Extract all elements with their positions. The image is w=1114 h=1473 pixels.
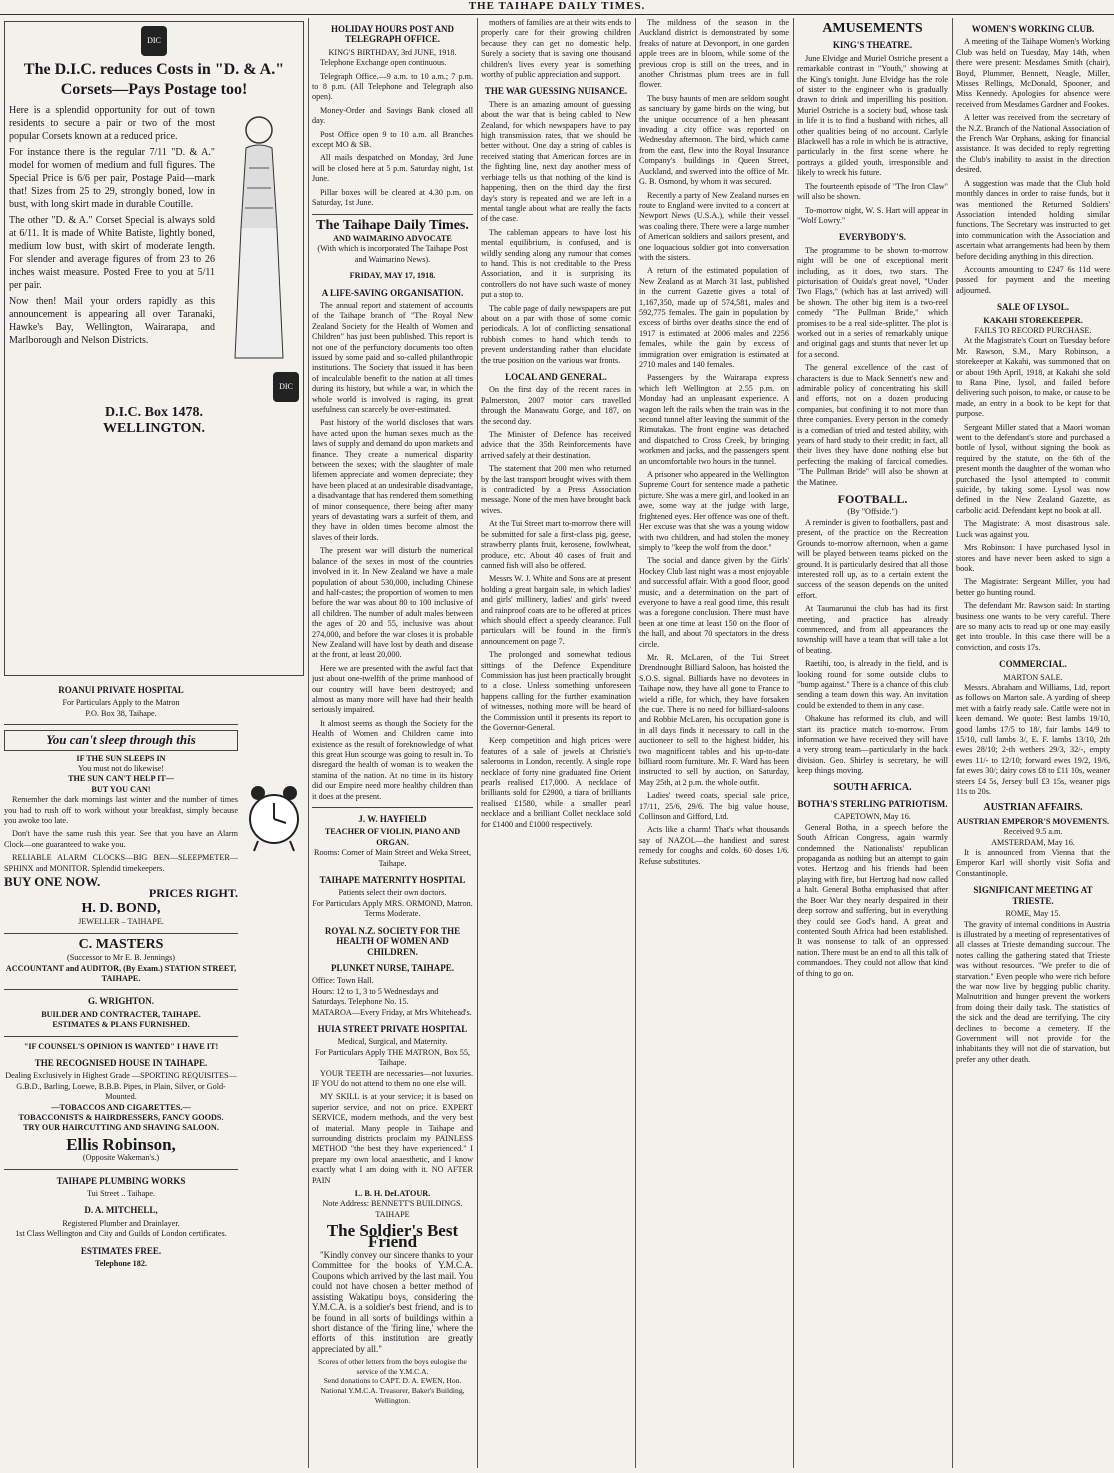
dic-advert bbox=[4, 21, 304, 676]
football-para: Ohakune has reformed its club, and will start its practice match to-morrow. From information we have received they will have a very strong team—particularly in the back division. Geo. Shirley is secretary, he will keep things moving. bbox=[797, 714, 948, 776]
received-time: Received 9.5 a.m. bbox=[1003, 827, 1063, 837]
kings-para: The fourteenth episode of "The Iron Claw" will also be shown. bbox=[797, 181, 948, 202]
local-para: A return of the estimated population of New Zealand as at March 31 last, published in the current Gazette gives a total of 1,167,350, made up of 574,581, males and 592,775 females. The gain in population by excess of births over deaths since the end of 1917 is estimated at 2006 males and 2256 females, while the gain by excess of immigration over emigration is estimated at 2710 males and 140 females. bbox=[639, 266, 789, 369]
kings-para: To-morrow night, W. S. Hart will appear in "Wolf Lowry." bbox=[797, 205, 948, 225]
amusements-title: AMUSEMENTS bbox=[822, 21, 923, 36]
lifesaving-para: Past history of the world discloses that wars have acted upon the human sexes much as the laws of supply and demand do upon markets and finance. They create a numerical disparity between the sexes; with the slaughter of male lifemen appreciate and women depreciate; they have been placed at an undesirable disadvantage, a disadvantage that has rendered them something of minor consequence, there being after many years of devastating wars a surfeit of them, and they have in olden times become almost the slaves of their lords. bbox=[312, 418, 473, 542]
holiday-title: HOLIDAY HOURS POST AND TELEGRAPH OFFICE. bbox=[331, 24, 454, 45]
plumbing-title: TAIHAPE PLUMBING WORKS bbox=[56, 1175, 186, 1186]
hayfield-name: J. W. HAYFIELD bbox=[358, 814, 427, 825]
clock-line: Don't have the same rush this year. See that you have an Alarm Clock—one guaranteed to wake you. bbox=[4, 829, 238, 849]
local-para: The prolonged and somewhat tedious sittings of the Defence Expenditure Commission has just been practically brought to a close. Unless something unforeseen happens calling for the further examination of witnesses, nothing more will be heard of the Commission until it presents its report to the Governor-General. bbox=[481, 650, 631, 732]
war-para: The cableman appears to have lost his mental equilibrium, is confused, and is wildly sending along any rumour that comes to hand. This is not creditable to the Press Association, and it is surprising its controllers do not have such waste of money put a stop to. bbox=[481, 227, 631, 300]
hospital-title: ROANUI PRIVATE HOSPITAL bbox=[58, 685, 184, 695]
ellis-name: Ellis Robinson, bbox=[66, 1134, 176, 1154]
wrighton-name: G. WRIGHTON. bbox=[88, 996, 154, 1007]
kings-title: KING'S THEATRE. bbox=[832, 40, 913, 51]
column-6 bbox=[956, 18, 1110, 1468]
local-para: Ladies' tweed coats, special sale price, 17/11, 25/6, 29/6. The big value house, Collinson and Gifford, Ltd. bbox=[639, 791, 789, 822]
mitchell-class: 1st Class Wellington and City and Guilds of London certificates. bbox=[15, 1229, 227, 1239]
local-para: The statement that 200 men who returned by the last transport brought wives with them is contradicted by a Press Association message. None of the men have brought back wives. bbox=[481, 464, 631, 515]
local-para: On the first day of the recent races in Palmerston, 2007 motor cars travelled through the Manawatu Gorge, and 187, on the second day. bbox=[481, 385, 631, 426]
emperor-title: AUSTRIAN EMPEROR'S MOVEMENTS. bbox=[956, 816, 1110, 826]
everybodys-para: The programme to be shown to-morrow night will be one of exceptional merit including, as it does, two stars. The picturisation of Ouida's great novel, "Under Two Flags," (which has at last arrived) will be shown. The other big item is a two-reel comedy "The Pullman Bride," which promises to be a real side-splitter. The plot is worked out in a series of remarkably unique and original gags and stunts that never let up for a second. bbox=[797, 245, 948, 359]
fails-title: FAILS TO RECORD PURCHASE. bbox=[974, 325, 1092, 335]
local-para: Mr. R. McLaren, of the Tui Street Drendnought Billiard Saloon, has hoisted the S.O.S. signal. Billiards have no devotees in Taihape now, they have all gone to France to wield a rifle, for which, they have forsaken the cue. There is no need for billiard-saloons and Robbie McLaren, his occupation gone is in all days finds it necessary to call in the auctioneer to sell to the highest bidder, his two magnificent tables and his up-to-date billiard room furniture. Mr. F. Ward has been instructed to sell by auction, on Saturday, May 25th, at 2 p.m. the whole outfit. bbox=[639, 652, 789, 787]
marton-para: Messrs. Abraham and Williams, Ltd, report as follows on Marton sale. A yarding of sheep met with a fairly ready sale. Cattle were not in keen demand. We quote: Best lambs 19/10, good lambs 17/5 to 18/, fair lambs 14/9 to 15/10, cull lambs 3/, E. F. lambs 13/10, 2th ewes 28/10; 2-th wethers 29/3, 32/-, empty ewes 11/- to 12/10; forward ewes 19/2, 19/6, fat ewes 30/; dairy cows £8 to £11 10s, weaner steers £4 5s, Jersey bull £3 15s, weaner pigs 11s to 20s. bbox=[956, 682, 1110, 797]
holiday-line: Money-Order and Savings Bank closed all day. bbox=[312, 105, 473, 126]
lifesaving-title: A LIFE-SAVING ORGANISATION. bbox=[321, 287, 464, 298]
dic-para: The other "D. & A." Corset Special is always sold at 6/11. It is made of White Batiste, lightly boned, medium low bust, with skirt of moderate length. For slender and average figures of from 23 to 26 inches waist measure. Posted Free to you at 5/11 per pair. bbox=[9, 215, 215, 291]
local-para: Recently a party of New Zealand nurses en route to England were invited to a concert at Newport News (U.S.A.), while their vessel was coaling there. There were a large number of American soldiers and sailors present, and one loquacious soldier got into conversation with the sisters. bbox=[639, 190, 789, 262]
column-3 bbox=[481, 18, 631, 1468]
local-para: At the Tui Street mart to-morrow there will be submitted for sale a first-class pig, geese, strawberry plants fruit, kerosene, fowlwheat, produce, etc. About 40 cases of fruit and canned fish will also be offered. bbox=[481, 519, 631, 570]
clock-line: Remember the dark mornings last winter and the number of times you had to rush off to work without your breakfast, simply because you awoke too late. bbox=[4, 795, 238, 826]
mitchell-sub: Registered Plumber and Drainlayer. bbox=[62, 1218, 180, 1228]
dic-para: Here is a splendid opportunity for out of town residents to secure a pair or two of the most popular Corsets known at a reduced price. bbox=[9, 105, 215, 142]
plunket-line: Hours: 12 to 1, 3 to 5 Wednesdays and Saturdays. Telephone No. 15. bbox=[312, 986, 439, 1007]
house-title: THE RECOGNISED HOUSE IN TAIHAPE. bbox=[34, 1057, 208, 1068]
holiday-line: Telegraph Office.—9 a.m. to 10 a.m.; 7 p.m. to 8 p.m. (All Telephone and Telegraph also open). bbox=[312, 71, 473, 102]
column-rule bbox=[793, 18, 794, 1468]
womens-para: A letter was received from the secretary of the N.Z. Branch of the National Association of the French War Orphans, asking for financial assistance. It was decided to reply regretting the Club's inability to assist in the direction desired. bbox=[956, 113, 1110, 175]
clock-line: IF THE SUN SLEEPS IN bbox=[76, 753, 166, 763]
dic-title: The D.I.C. reduces Costs in "D. & A." Corsets—Pays Postage too! bbox=[23, 61, 285, 98]
amsterdam-date: AMSTERDAM, May 16. bbox=[991, 837, 1075, 847]
lysol-title: SALE OF LYSOL. bbox=[996, 302, 1070, 313]
column-rule bbox=[477, 18, 478, 1468]
plumbing-street: Tui Street .. Taihape. bbox=[86, 1189, 156, 1199]
masthead: THE TAIHAPE DAILY TIMES. bbox=[0, 0, 1114, 15]
war-title: THE WAR GUESSING NUISANCE. bbox=[484, 86, 628, 97]
times-sub: AND WAIMARINO ADVOCATE bbox=[333, 233, 452, 243]
hospital-apply: For Particulars Apply to the Matron bbox=[62, 698, 180, 708]
column-2 bbox=[312, 18, 473, 1468]
column-4 bbox=[639, 18, 789, 1468]
local-title: LOCAL AND GENERAL. bbox=[505, 372, 607, 382]
trieste-para: The gravity of internal conditions in Austria is illustrated by a meeting of representatives of all classes at Trieste demanding succour. The notes calling the gathering stated that Trieste was without resources. "We prefer to die of starvation." Even people who were rich before the war now live by begging public charity. Malnutrition and hunger prevent the workers from doing their daily task. The statistics of the sick and the dead are terrifying. The city declines to become a cemetery. If the Government will not provide for the inhabitants they will not die of starvation, but prefer any other death. bbox=[956, 919, 1110, 1064]
botha-date: CAPETOWN, May 16. bbox=[834, 812, 911, 822]
house-line: Dealing Exclusively in Highest Grade —SPORTING REQUISITES— bbox=[5, 1071, 237, 1081]
holiday-line: All mails despatched on Monday, 3rd June will be closed here at 5 p.m. Saturday night, 1st June. bbox=[312, 153, 473, 184]
lifesaving-para: The present war will disturb the numerical balance of the sexes in most of the countries involved in it. In New Zealand we have a male population of about 530,000, including Chinese and half-castes; the proportion of women to men before the war was about 80 to 100 inclusive of all children. The number of adult males between the ages of 20 and 55, inclusive was about 274,000, and before the war closes it is probable New Zealand will have lost by death and disease at the front, at least 20,000. bbox=[312, 546, 473, 660]
plunket-title: PLUNKET NURSE, TAIHAPE. bbox=[330, 962, 455, 973]
counsel: "IF COUNSEL'S OPINION IS WANTED" I HAVE IT! bbox=[23, 1041, 219, 1051]
plunket-line: Office: Town Hall. bbox=[312, 976, 374, 986]
lysol-para: Sergeant Miller stated that a Maori woman went to the defendant's store and purchased a bottle of lysol, without signing the book as required by the statute, on the 6th of the present month the daughter of the woman who purchased the lysol attempted to commit suicide, by taking some. Lysol was now defined in the New Zealand Gazette, as carbolic acid. Defendant kept no book at all. bbox=[956, 422, 1110, 515]
lysol-para: The defendant Mr. Rawson said: In starting business one wants to be very careful. There are so many acts to read up or one may easily get into trouble. In this case there will be a conviction, and costs 17s. bbox=[956, 601, 1110, 652]
alarm-clock-illustration bbox=[244, 769, 304, 889]
ellis-sub: (Opposite Wakeman's.) bbox=[82, 1153, 160, 1163]
bond-name: H. D. BOND, bbox=[81, 900, 161, 916]
column-rule bbox=[308, 18, 309, 1468]
lifesaving-para: Here we are presented with the awful fact that just about one-twelfth of the prime manhood of our country will have been destroyed; and almost as many more will have had their health seriously impaired. bbox=[312, 663, 473, 715]
dic-city: WELLINGTON. bbox=[102, 421, 206, 437]
lysol-para: Mrs Robinson: I have purchased lysol in stores and have never been asked to sign a book. bbox=[956, 543, 1110, 573]
clock-line: BUT YOU CAN! bbox=[91, 784, 151, 794]
house-line: TOBACCONISTS & HAIRDRESSERS, FANCY GOODS. bbox=[18, 1113, 224, 1122]
football-para: At Taumarunui the club has had its first meeting, and practice has already commenced, and from all appearances the township will have a team that will take a lot of beating. bbox=[797, 604, 948, 655]
rome-date: ROME, May 15. bbox=[1005, 909, 1061, 919]
maternity-apply: For Particulars Apply MRS. ORMOND, Matron. Terms Moderate. bbox=[312, 898, 473, 919]
clock-line: RELIABLE ALARM CLOCKS—BIG BEN—SLEEPMETER—SPHINX and MONITOR. Splendid timekeepers. bbox=[4, 853, 238, 873]
maternity-sub: Patients select their own doctors. bbox=[338, 888, 447, 898]
dentist-name: L. B. H. DeLATOUR. bbox=[354, 1189, 431, 1199]
womens-title: WOMEN'S WORKING CLUB. bbox=[971, 24, 1095, 34]
royal-society: ROYAL N.Z. SOCIETY FOR THE HEALTH OF WOMEN AND CHILDREN. bbox=[324, 925, 461, 957]
masters-role: ACCOUNTANT and AUDITOR, (By Exam.) STATION STREET, TAIHAPE. bbox=[5, 963, 237, 983]
local-para: A prisoner who appeared in the Wellington Supreme Court for sentence made a pathetic picture. She was a mere girl, and looked in an awe, some way at the judge with large, frightened eyes. Her offence was one of theft. Her excuse was that she was a young widow with two children, and had stolen the money simply to "keep the wolf from the door." bbox=[639, 470, 789, 552]
womens-para: Accounts amounting to £247 6s 11d were passed for payment and the meeting adjourned. bbox=[956, 264, 1110, 295]
amsterdam-para: It is announced from Vienna that the Emperor Karl will shortly visit Sofia and Constantinople. bbox=[956, 848, 1110, 878]
lifesaving-para: The annual report and statement of accounts of the Taihape branch of "The Royal New Zealand Society for the Health of Women and Children" has just been published. This report is not one of the perfunctory documents too often issued by some paid and so-called philanthropic institutions. The Society that issued it has been of incalculable benefit to the nation at all times during its history, but while a war, in which the whole world is involved is raging, its great usefulness can scarcely be over-estimated. bbox=[312, 300, 473, 414]
kakahi-title: KAKAHI STOREKEEPER. bbox=[983, 315, 1083, 325]
house-line: TRY OUR HAIRCUTTING AND SHAVING SALOON. bbox=[23, 1123, 219, 1133]
lysol-para: At the Magistrate's Court on Tuesday before Mr. Rawson, S.M., Mary Robinson, a storekeeper at Kakahi, was summoned that on or about 19th April, 1918, at Kakahi she sold to Rana Pine, lysol, and failed before delivering such poison, to make, or cause to be made, an entry in a book to be kept for that purpose. bbox=[956, 336, 1110, 419]
marton-title: MARTON SALE. bbox=[1003, 672, 1063, 682]
local-para: Acts like a charm! That's what thousands say of NAZOL—the handiest and surest remedy for coughs and colds. 60 doses 1/6. Refuse substitutes. bbox=[639, 825, 789, 866]
hayfield-sub: TEACHER OF VIOLIN, PIANO AND ORGAN. bbox=[324, 827, 461, 847]
issue-date: FRIDAY, MAY 17, 1918. bbox=[349, 271, 436, 281]
soldier-title: The Soldier's Best Friend bbox=[326, 1221, 459, 1251]
bond-sub: JEWELLER – TAIHAPE. bbox=[78, 917, 164, 927]
soldier-text: "Kindly convey our sincere thanks to your Committee for the books of Y.M.C.A. Coupons which arrived by the last mail. You could not have chosen a better method of assisting Wakatipu boys, considering the Y.M.C.A. is a soldier's best friend, and is to be found in all sorts of buildings within a short distance of the 'firing line,' where the efforts of this institution are greatly appreciated by all." bbox=[312, 1250, 473, 1354]
masters-sub: (Successor to Mr E. B. Jennings) bbox=[66, 953, 176, 963]
dentist-note: Note Address: BENNETT'S BUILDINGS. TAIHAPE bbox=[322, 1199, 463, 1219]
column-rule bbox=[635, 18, 636, 1468]
holiday-line: Post Office open 9 to 10 a.m. all Branches except MO & SB. bbox=[312, 129, 473, 150]
dic-logo-left: DIC bbox=[141, 26, 167, 56]
football-byline: (By "Offside.") bbox=[847, 507, 898, 517]
local-para: Messrs W. J. White and Sons are at present holding a great bargain sale, in which ladies' and girls' millinery, ladies' and girls' tweed and rainproof coats are to be offered at prices which should effect a speedy clearance. Full particulars will be found in the firm's announcement on page 7. bbox=[481, 574, 631, 646]
estimates-free: ESTIMATES FREE. bbox=[80, 1245, 162, 1256]
lifesaving-para: It almost seems as though the Society for the Health of Women and Children came into existence as the result of foreknowledge of what this great Hun scourge was going to result in. To disregard the health of woman is to weaken the stamina of the nation. At no time in its history did our Empire need more healthy children than it does at the present. bbox=[312, 718, 473, 801]
south-africa-title: SOUTH AFRICA. bbox=[833, 781, 912, 793]
huia-apply: For Particulars Apply THE MATRON, Box 55, Taihape. bbox=[315, 1047, 470, 1068]
clock-advert bbox=[4, 754, 238, 874]
dic-para: For instance there is the regular 7/11 "D. & A." model for women of medium and full figures. The Special Price is 6/6 per pair, Postage Paid—mark that! Sizes from 25 to 29, strongly boned, low in bust, with long skirt made in durable Coutille. bbox=[9, 147, 215, 210]
dic-para: Now then! Mail your orders rapidly as this announcement is appearing all over Taranaki, Hawke's Bay, Wellington, Wairarapa, and Marlborough and Nelson Districts. bbox=[9, 296, 215, 346]
huia-sub: Medical, Surgical, and Maternity. bbox=[337, 1037, 448, 1047]
war-para: There is an amazing amount of guessing about the war that is being cabled to New Zealand, for which newspapers have to pay high transmission rates, that we should be better without. One day a string of cables is received stating that American forces are in the fighting line, next day another mess of verbiage tells us that nothing of the kind is happening, then on the third day the first day's story is repeated and we are left in a mental tangle about what are really the facts of the case. bbox=[481, 99, 631, 224]
war-para: The cable page of daily newspapers are put about on a par with those of some comic periodicals. A lot of conflicting sensational rubbish comes to hand which tends to prevent understanding rather than elucidate the true position on the various war fronts. bbox=[481, 303, 631, 365]
column-1 bbox=[4, 18, 304, 1468]
teeth-line: MY SKILL is at your service; it is based on superior service, and not on price. EXPERT SERVICE, modern methods, and the very best of material. Many people in Taihape and surrounding districts proclaim my PAINLESS METHOD "the best they have experienced." I prepare my own local anaesthetic, and I know exactly what I am doing with it. NO AFTER PAIN bbox=[312, 1092, 473, 1185]
huia-title: HUIA STREET PRIVATE HOSPITAL bbox=[317, 1023, 468, 1034]
trieste-title: SIGNIFICANT MEETING AT TRIESTE. bbox=[973, 885, 1093, 906]
football-para: Raetihi, too, is already in the field, and is looking round for some outside clubs to "bump against." There is a chance of this club sending a team down this way. An invitation could be extended to them in any case. bbox=[797, 659, 948, 710]
botha-para: General Botha, in a speech before the South African Congress, again warmly condemned the Nationalists' republican propaganda as nothing but an attempt to gain votes. Hertzog and his friends had been playing with fire, but Hertzog had now called a halt. General Botha emphasised that after the Boer War they nearly despaired in their deep sorrow and suffering, but in everything they could see God's hand. A great and contented South Africa had been established. It was nonsense to talk of an oppressed nation. There must be an end to all this talk of commandoes. They could not allow that kind of thing to go on. bbox=[797, 822, 948, 978]
maternity-title: TAIHAPE MATERNITY HOSPITAL bbox=[319, 875, 466, 886]
plunket-line: MATAROA—Every Friday, at Mrs Whitehead's. bbox=[312, 1007, 472, 1017]
football-para: A reminder is given to footballers, past and present, of the practice on the Recreation Grounds to-morrow afternoon, when a game will be played between teams picked on the ground. It is particularly desired that all those interested roll up, as to a certain extent the success of the season depends on the united effort. bbox=[797, 517, 948, 600]
hospital-box: P.O. Box 38, Taihape. bbox=[85, 708, 157, 718]
teeth-line: YOUR TEETH are necessaries—not luxuries. IF YOU do not attend to them no one else will. bbox=[312, 1068, 473, 1088]
times-title: The Taihape Daily Times. bbox=[316, 217, 469, 233]
masters-name: C. MASTERS bbox=[78, 936, 164, 952]
soldier-send: Send donations to CAPT. D. A. EWEN, Hon. National Y.M.C.A. Treasurer, Baker's Building, Wellington. bbox=[320, 1376, 465, 1405]
house-line: —TOBACCOS AND CIGARETTES.— bbox=[51, 1102, 191, 1112]
local-para: The social and dance given by the Girls' Hockey Club last night was a most enjoyable and successful affair. With a good floor, good music, and a determination on the part of everyone to have a real good time, this result was a foregone conclusion. There must have been at one time at least 150 on the floor of the hall, and about 70 spectators in the dress circle. bbox=[639, 556, 789, 649]
prices-right: PRICES RIGHT. bbox=[148, 885, 238, 900]
wrighton-estimates: ESTIMATES & PLANS FURNISHED. bbox=[52, 1020, 190, 1030]
clock-line: THE SUN CAN'T HELP IT— bbox=[68, 774, 174, 784]
article-para: mothers of families are at their wits ends to properly care for their growing children because they can get no domestic help. Surely a society that is saving one thousand children's lives every year is something worthy of public appreciation and support. bbox=[481, 18, 631, 80]
football-title: FOOTBALL. bbox=[837, 492, 908, 507]
corset-figure-illustration bbox=[219, 108, 299, 368]
lysol-para: The Magistrate: A most disastrous sale. Luck was against you. bbox=[956, 519, 1110, 539]
telephone: Telephone 182. bbox=[94, 1259, 147, 1269]
wrighton-sub: BUILDER AND CONTRACTER, TAIHAPE. bbox=[41, 1009, 201, 1019]
holiday-sub: KING'S BIRTHDAY, 3rd JUNE, 1918. bbox=[328, 47, 457, 57]
clock-banner: You can't sleep through this bbox=[4, 730, 238, 750]
clock-line: You must not do likewise! bbox=[77, 764, 165, 774]
lysol-para: The Magistrate: Sergeant Miller, you had better go hunting round. bbox=[956, 577, 1110, 597]
dic-footer: D.I.C. Box 1478. bbox=[104, 405, 203, 420]
kings-para: June Elvidge and Muriel Ostriche present a remarkable contrast in "Youth," showing at the King's tonight. June Elvidge has the role of sister to the engineer who is gradually drawn to drink and imperilling his position. Muriel Ostriche is a society bud, whose task in life it is to find a husband with riches, all other qualities being of no account. Carlyle Blackwell has a role in which he is attractive, particularly in the first scene where he portrays a gilded youth, irresponsible and likely to wreck his future. bbox=[797, 53, 948, 178]
mitchell-name: D. A. MITCHELL, bbox=[84, 1205, 158, 1216]
hayfield-rooms: Rooms: Corner of Main Street and Weka Street, Taihape. bbox=[314, 848, 471, 868]
holiday-line: Pillar boxes will be cleared at 4.30 p.m. on Saturday, 1st June. bbox=[312, 187, 473, 208]
austrian-title: AUSTRIAN AFFAIRS. bbox=[983, 802, 1083, 814]
local-para: The Minister of Defence has received advice that the 35th Reinforcements have arrived safely at their destination. bbox=[481, 430, 631, 460]
local-para: Keep competition and high prices were features of a sale of jewels at Christie's salerooms in London, recently. A single rope necklace of forty nine graduated fine Orient pearls realised £17,000. A necklace of brilliants sold for £2900, a tiara of brilliants realised £1580, while a smaller pearl necklace and a brilliant Collet necklace sold for £1400 and £1000 respectively. bbox=[481, 736, 631, 829]
botha-title: BOTHA'S STERLING PATRIOTISM. bbox=[797, 799, 948, 810]
everybodys-para: The general excellence of the cast of characters is due to Mack Sennett's new and admirable policy of concentrating his skill and efforts, not on a dozen producing companies, but confining it to not more than three companies. Every person in the comedy is a comedian of tried and tested ability, with years of hard study to their credit; in fact, all their lives they have done nothing else but perfecting the making of farcical comedies. "The Pullman Bride" will also be shown at the Matinee. bbox=[797, 363, 948, 487]
dic-logo-right: DIC bbox=[273, 372, 299, 402]
everybodys-title: EVERYBODY'S. bbox=[839, 232, 906, 243]
womens-para: A meeting of the Taihape Women's Working Club was held on Tuesday, May 14th, when there were present: Mesdames Smith (chair), Boyd, Plummer, Bennett, Neagle, Miller, Misses Rellings, McDonald, Spooner, and Miss Kennedy. Apologies for absence were received from Mesdames Gardner and Fookes. bbox=[956, 37, 1110, 109]
times-note: (With which is incorporated The Taihape Post and Waimarino News). bbox=[317, 244, 468, 264]
column-5 bbox=[797, 18, 948, 1468]
column-rule bbox=[952, 18, 953, 1468]
womens-para: A suggestion was made that the Club hold monthly dances in order to raise funds, but it was mentioned the Returned Soldiers' Association intended holding similar functions. The Secretary was instructed to get into communication with the Association and ascertain what arrangements had been by them before deciding anything in this direction. bbox=[956, 178, 1110, 261]
local-para: The mildness of the season in the Auckland district is demonstrated by some freaks of nature at Devonport, in one garden apple trees are in bloom, while some of the previous crop is still on the trees, and in another Christmas plum trees are in full flower. bbox=[639, 18, 789, 90]
buy-now: BUY ONE NOW. bbox=[4, 874, 101, 890]
local-para: Passengers by the Wairarapa express which left Wellington at 2.55 p.m. on Monday had an unpleasant experience. A wagon left the rails when the train was in the second tunnel after leaving the summit of the Rimutakas. The front engine was detached and dispatched to Cross Creek, by bringing workmen and jacks, and the passengers spent an uncomfortable two hours in the tunnel. bbox=[639, 373, 789, 466]
soldier-more: Scores of other letters from the boys eulogise the service of the Y.M.C.A. bbox=[318, 1357, 467, 1376]
commercial-title: COMMERCIAL. bbox=[999, 659, 1067, 670]
house-line: G.B.D., Barling, Loewe, B.B.B. Pipes, in Plain, Silver, or Gold-Mounted. bbox=[16, 1081, 226, 1102]
holiday-line: Telephone Exchange open continuous. bbox=[320, 58, 447, 68]
local-para: The busy haunts of men are seldom sought as sanctuary by game birds on the wing, but the unique occurrence of a hen pheasant invading a city office was reported on Wednesday afternoon. The bird, which came from the east, flew into the Royal Insurance Company's buildings in Queen Street, Auckland, and swerved into the office of Mr. G. B. Osmond, by whom it was secured. bbox=[639, 93, 789, 187]
